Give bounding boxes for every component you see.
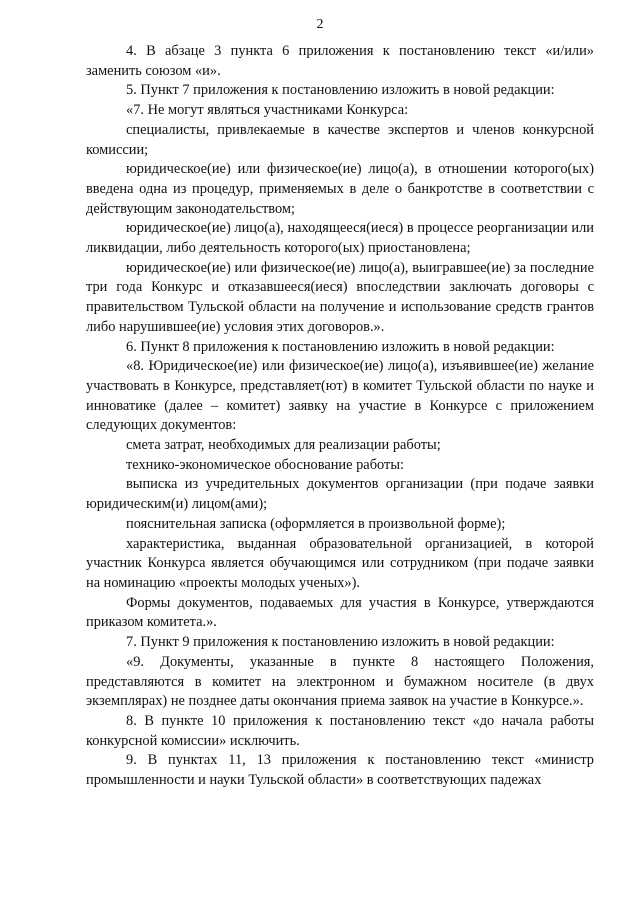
page-number: 2	[316, 17, 324, 32]
paragraph: пояснительная записка (оформляется в произвольной форме);	[126, 515, 506, 532]
paragraph: 5. Пункт 7 приложения к постановлению изложить в новой редакции:	[126, 82, 555, 99]
paragraph: выписка из учредительных документов организации (при подаче заявки юридическим(и) лицом(ами);	[86, 476, 594, 513]
paragraph: 4. В абзаце 3 пункта 6 приложения к постановлению текст «и/или» заменить союзом «и».	[86, 43, 594, 79]
paragraph: «9. Документы, указанные в пункте 8 настоящего Положения, представляются в комитет на электронном и бумажном носителе (в двух экземплярах) не позднее даты окончания приема заявок на участие в Конкурсе.».	[86, 653, 594, 710]
paragraph: Формы документов, подаваемых для участия в Конкурсе, утверждаются приказом комитета.».	[86, 594, 594, 631]
paragraph: юридическое(ие) или физическое(ие) лицо(а), в отношении которого(ых) введена одна из процедур, применяемых в деле о банкротстве в соответствии с действующим законодательством;	[86, 161, 594, 217]
paragraph: 9. В пунктах 11, 13 приложения к постановлению текст «министр промышленности и науки Тульской области» в соответствующих падежах	[86, 752, 594, 789]
paragraph: «7. Не могут являться участниками Конкурса:	[126, 102, 409, 119]
paragraph: юридическое(ие) или физическое(ие) лицо(а), выигравшее(ие) за последние три года Конкурс и отказавшееся(иеся) впоследствии заключать договоры с правительством Тульской области на получение и использование средств грантов либо нарушившее(ие) условия этих договоров.».	[86, 259, 594, 335]
paragraph: смета затрат, необходимых для реализации работы;	[126, 437, 441, 454]
paragraph: 8. В пункте 10 приложения к постановлению текст «до начала работы конкурсной комиссии» исключить.	[86, 712, 594, 749]
paragraph: «8. Юридическое(ие) или физическое(ие) лицо(а), изъявившее(ие) желание участвовать в Конкурсе, представляет(ют) в комитет Тульской области по науке и инноватике (далее – комитет) заявку на участие в Конкурсе с приложением следующих документов:	[86, 358, 594, 434]
paragraph: юридическое(ие) лицо(а), находящееся(иеся) в процессе реорганизации или ликвидации, либо деятельность которого(ых) приостановлена;	[86, 220, 594, 257]
paragraph: 6. Пункт 8 приложения к постановлению изложить в новой редакции:	[126, 338, 555, 355]
document-body	[86, 42, 594, 791]
paragraph: характеристика, выданная образовательной организацией, в которой участник Конкурса является обучающимся или сотрудником (при подаче заявки на номинацию «проекты молодых ученых»).	[86, 535, 594, 591]
paragraph: технико-экономическое обоснование работы:	[126, 456, 404, 473]
paragraph: специалисты, привлекаемые в качестве экспертов и членов конкурсной комиссии;	[86, 121, 594, 158]
paragraph: 7. Пункт 9 приложения к постановлению изложить в новой редакции:	[126, 634, 555, 651]
